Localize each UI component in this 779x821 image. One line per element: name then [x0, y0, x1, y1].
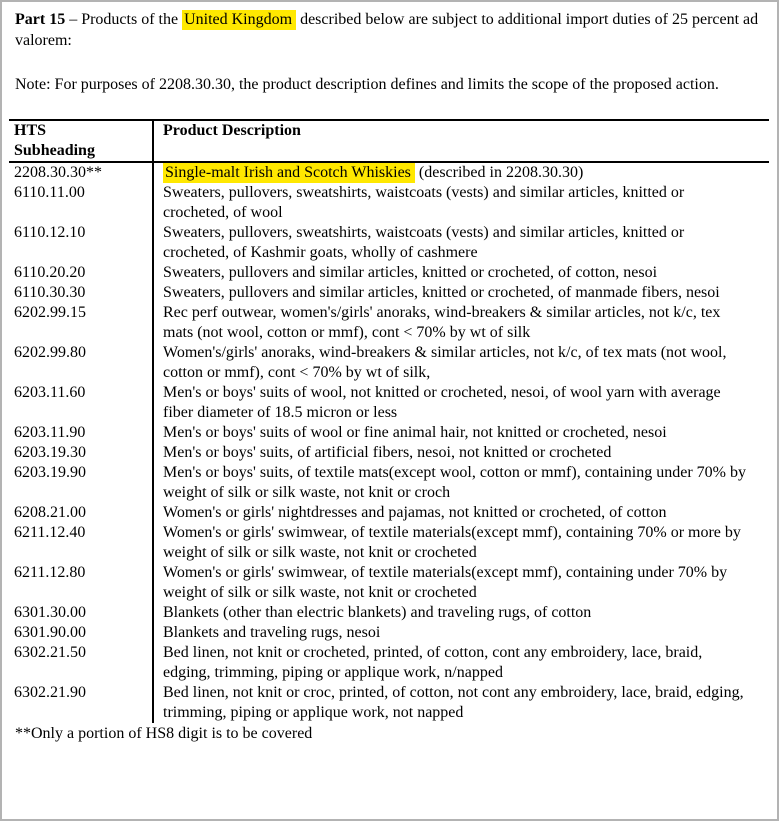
- table-row: [9, 523, 769, 563]
- hts-code-cell: 6302.21.90: [14, 684, 86, 701]
- table-row: [9, 643, 769, 683]
- hts-code-cell: 6110.12.10: [14, 224, 86, 241]
- table-row: [9, 443, 769, 463]
- table-row: [9, 463, 769, 503]
- product-description-cell: Women's or girls' swimwear, of textile materials(except mmf), containing 70% or more by weight of silk or silk waste, not knit or crocheted: [153, 523, 769, 563]
- product-description-cell: Sweaters, pullovers, sweatshirts, waistcoats (vests) and similar articles, knitted or crocheted, of wool: [153, 183, 769, 223]
- product-description-cell: Sweaters, pullovers and similar articles, knitted or crocheted, of manmade fibers, nesoi: [153, 283, 769, 303]
- part-label: Part 15: [15, 11, 66, 28]
- hts-code-cell: 6203.19.30: [14, 444, 86, 461]
- hts-header-line2: Subheading: [14, 142, 95, 159]
- intro-paragraph: [14, 9, 765, 51]
- hts-table-body: [9, 162, 769, 723]
- table-row: [9, 283, 769, 303]
- table-row: [9, 183, 769, 223]
- hts-code-cell: 6203.11.60: [14, 384, 86, 401]
- product-description-cell: Sweaters, pullovers and similar articles, knitted or crocheted, of cotton, nesoi: [153, 263, 769, 283]
- table-row: [9, 503, 769, 523]
- table-row: [9, 563, 769, 603]
- product-description-cell: Women's/girls' anoraks, wind-breakers & similar articles, not k/c, of tex mats (not wool, cotton or mmf), cont < 70% by wt of silk,: [153, 343, 769, 383]
- hts-code-cell: 6302.21.50: [14, 644, 86, 661]
- product-description-cell: Men's or boys' suits of wool or fine animal hair, not knitted or crocheted, nesoi: [153, 423, 769, 443]
- product-description-cell: Men's or boys' suits, of artificial fibers, nesoi, not knitted or crocheted: [153, 443, 769, 463]
- hts-code-cell: 6301.90.00: [14, 624, 86, 641]
- product-description-cell: Blankets (other than electric blankets) and traveling rugs, of cotton: [153, 603, 769, 623]
- table-row: [9, 223, 769, 263]
- highlighted-description: Single-malt Irish and Scotch Whiskies: [163, 163, 415, 183]
- table-row: [9, 343, 769, 383]
- product-description-cell: Blankets and traveling rugs, nesoi: [153, 623, 769, 643]
- product-description-cell: Men's or boys' suits of wool, not knitted or crocheted, nesoi, of wool yarn with average fiber diameter of 18.5 micron or less: [153, 383, 769, 423]
- product-description-cell: Sweaters, pullovers, sweatshirts, waistcoats (vests) and similar articles, knitted or crocheted, of Kashmir goats, wholly of cashmere: [153, 223, 769, 263]
- table-row: [9, 162, 769, 183]
- hts-header-line1: HTS: [14, 122, 47, 139]
- hts-code-cell: 6110.30.30: [14, 284, 86, 301]
- product-description-cell: Rec perf outwear, women's/girls' anoraks, wind-breakers & similar articles, not k/c, tex mats (not wool, cotton or mmf), cont < 70% by wt of silk: [153, 303, 769, 343]
- hts-code-cell: 6208.21.00: [14, 504, 86, 521]
- table-row: [9, 623, 769, 643]
- product-description-cell: Bed linen, not knit or croc, printed, of cotton, not cont any embroidery, lace, braid, edging, trimming, piping or applique work, not napped: [153, 683, 769, 723]
- table-row: [9, 383, 769, 423]
- hts-code-cell: 6202.99.15: [14, 304, 86, 321]
- column-header-hts-subheading: [9, 120, 153, 162]
- hts-code-cell: 6110.11.00: [14, 184, 85, 201]
- intro-text-before: – Products of the: [65, 11, 183, 28]
- table-row: [9, 603, 769, 623]
- hts-code-cell: 6301.30.00: [14, 604, 86, 621]
- note-paragraph: Note: For purposes of 2208.30.30, the product description defines and limits the scope of the proposed action.: [15, 76, 719, 93]
- product-description-cell: Men's or boys' suits, of textile mats(except wool, cotton or mmf), containing under 70% by weight of silk or silk waste, not knit or croch: [153, 463, 769, 503]
- table-row: [9, 263, 769, 283]
- product-description-cell: Women's or girls' nightdresses and pajamas, not knitted or crocheted, of cotton: [153, 503, 769, 523]
- table-row: [9, 423, 769, 443]
- product-description-cell: Bed linen, not knit or crocheted, printed, of cotton, cont any embroidery, lace, braid, edging, trimming, piping or applique work, n/napped: [153, 643, 769, 683]
- highlighted-country: United Kingdom: [182, 10, 296, 30]
- hts-table: [9, 119, 769, 723]
- table-header-row: [9, 120, 769, 162]
- product-description-cell: Women's or girls' swimwear, of textile materials(except mmf), containing under 70% by weight of silk or silk waste, not knit or crocheted: [153, 563, 769, 603]
- footnote: **Only a portion of HS8 digit is to be covered: [15, 725, 313, 742]
- hts-code-cell: 6203.19.90: [14, 464, 86, 481]
- intro-text-after: described below are subject to additional import duties of 25 percent ad valorem:: [15, 11, 759, 49]
- hts-code-cell: 6202.99.80: [14, 344, 86, 361]
- product-description-cell: Single-malt Irish and Scotch Whiskies (described in 2208.30.30): [153, 162, 769, 183]
- column-header-product-description: Product Description: [153, 120, 769, 162]
- hts-code-cell: 2208.30.30**: [14, 164, 102, 181]
- hts-code-cell: 6110.20.20: [14, 264, 86, 281]
- table-row: [9, 683, 769, 723]
- hts-code-cell: 6211.12.80: [14, 564, 86, 581]
- hts-code-cell: 6203.11.90: [14, 424, 86, 441]
- hts-code-cell: 6211.12.40: [14, 524, 86, 541]
- table-row: [9, 303, 769, 343]
